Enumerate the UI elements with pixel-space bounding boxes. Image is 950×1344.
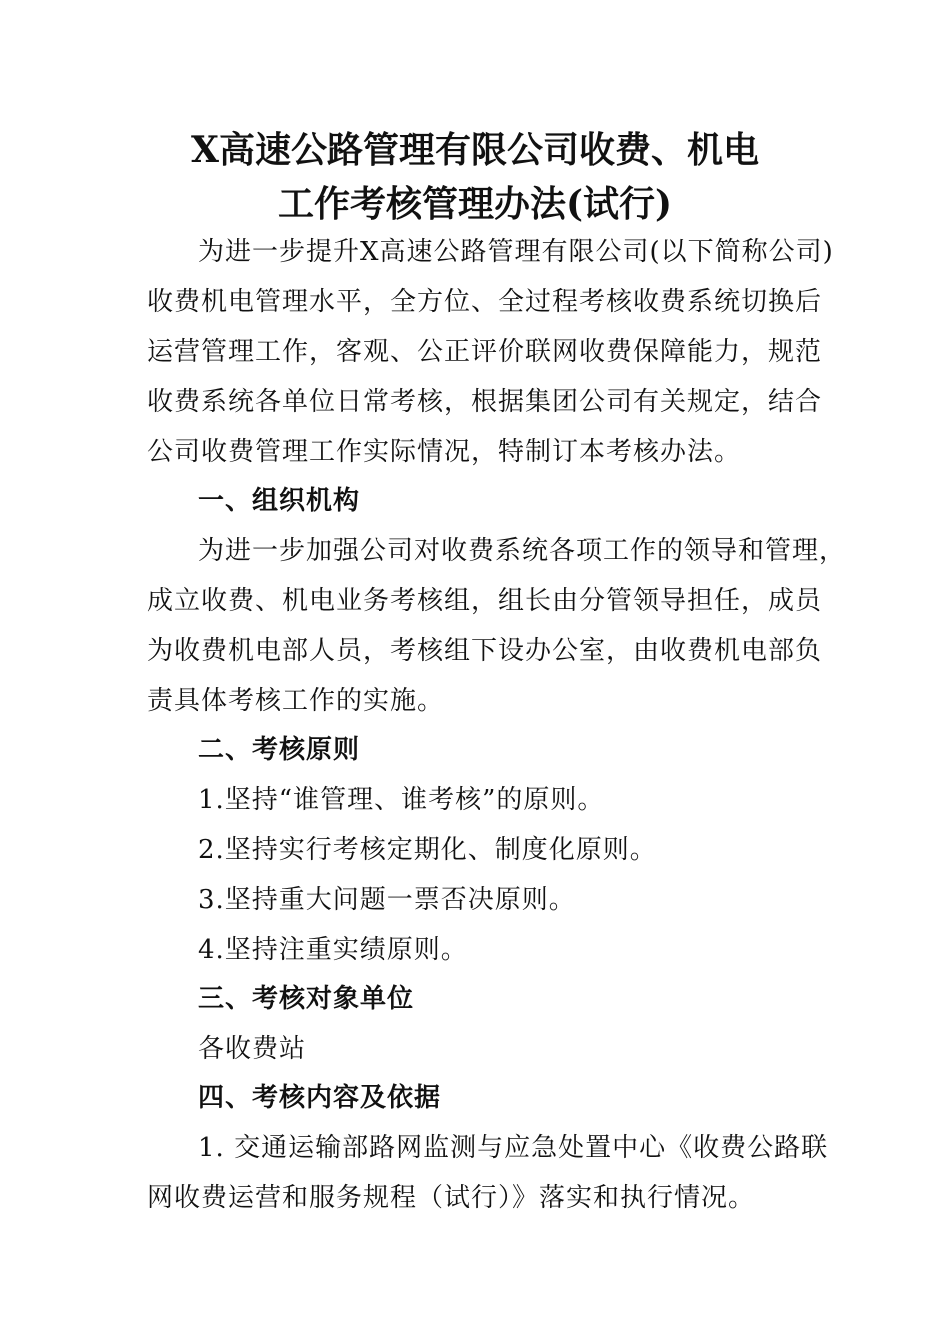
- section-2-item-1: 1.坚持“谁管理、谁考核”的原则。: [198, 785, 605, 815]
- intro-line-5: 公司收费管理工作实际情况，特制订本考核办法。: [147, 437, 742, 467]
- section-1-heading: 一、组织机构: [198, 486, 361, 516]
- section-2-item-4: 4.坚持注重实绩原则。: [198, 935, 468, 965]
- section-2-item-3: 3.坚持重大问题一票否决原则。: [198, 885, 576, 915]
- section-1-line-4: 责具体考核工作的实施。: [147, 686, 445, 716]
- section-1-line-3: 为收费机电部人员，考核组下设办公室，由收费机电部负: [147, 636, 823, 666]
- section-4-heading: 四、考核内容及依据: [198, 1083, 442, 1113]
- section-1-line-1: 为进一步加强公司对收费系统各项工作的领导和管理，: [198, 536, 847, 566]
- section-1-line-2: 成立收费、机电业务考核组，组长由分管领导担任，成员: [147, 586, 823, 616]
- intro-line-1: 为进一步提升X高速公路管理有限公司(以下简称公司): [198, 237, 834, 267]
- intro-line-2: 收费机电管理水平，全方位、全过程考核收费系统切换后: [147, 287, 823, 317]
- section-4-line-1: 1. 交通运输部路网监测与应急处置中心《收费公路联: [198, 1133, 829, 1163]
- document-title-line-2: 工作考核管理办法(试行): [277, 183, 673, 225]
- intro-line-3: 运营管理工作，客观、公正评价联网收费保障能力，规范: [147, 337, 823, 367]
- document-title-line-1: X高速公路管理有限公司收费、机电: [191, 129, 759, 171]
- section-2-item-2: 2.坚持实行考核定期化、制度化原则。: [198, 835, 657, 865]
- section-4-line-2: 网收费运营和服务规程（试行）》落实和执行情况。: [147, 1183, 756, 1213]
- intro-line-4: 收费系统各单位日常考核，根据集团公司有关规定，结合: [147, 387, 823, 417]
- section-3-heading: 三、考核对象单位: [198, 984, 415, 1014]
- section-3-line-1: 各收费站: [198, 1034, 307, 1064]
- section-2-heading: 二、考核原则: [198, 735, 361, 765]
